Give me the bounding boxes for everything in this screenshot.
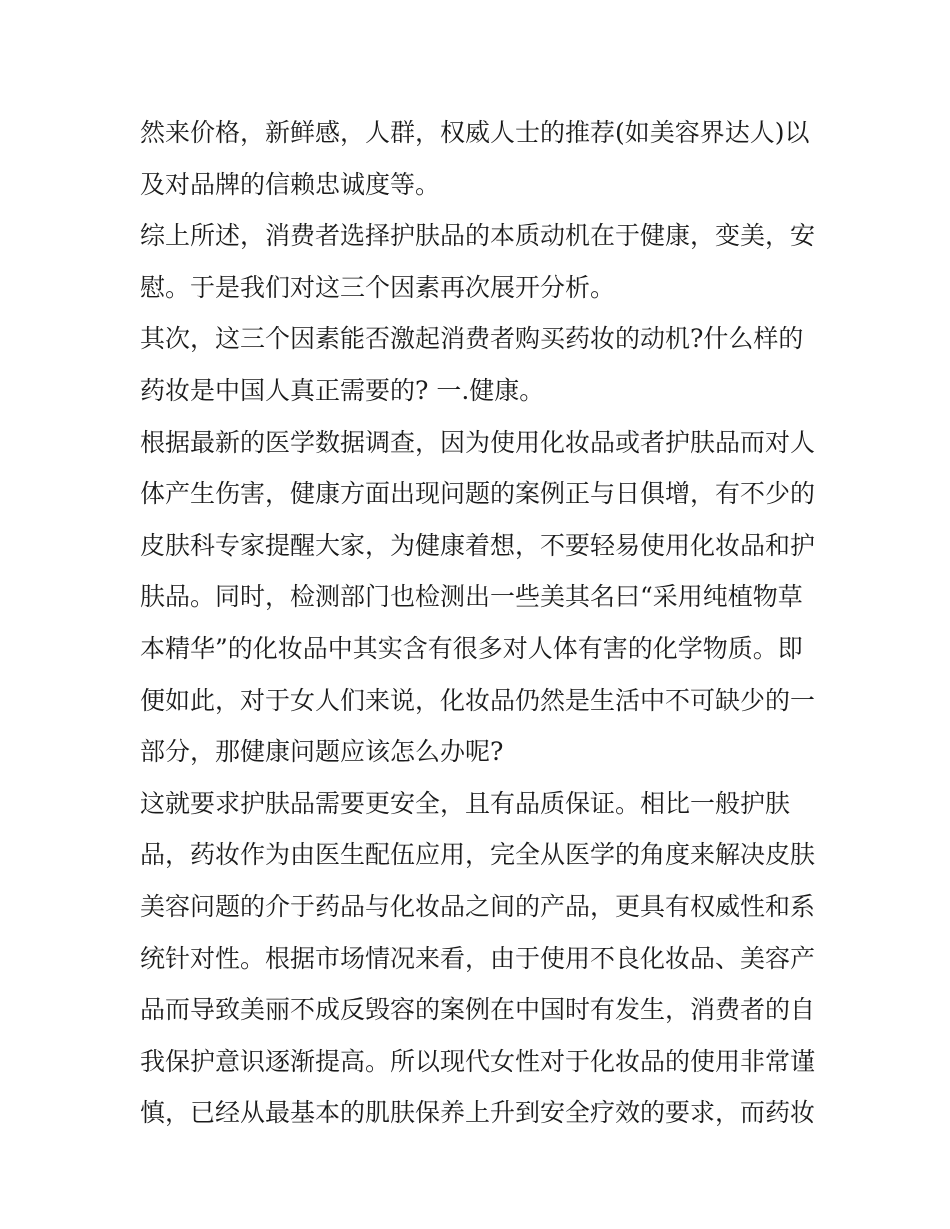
text-line: 我保护意识逐渐提高。所以现代女性对于化妆品的使用非常谨	[140, 1046, 816, 1076]
text-line: 统针对性。根据市场情况来看，由于使用不良化妆品、美容产	[140, 943, 816, 973]
text-line: 及对品牌的信赖忠诚度等。	[140, 169, 441, 199]
text-line: 便如此，对于女人们来说，化妆品仍然是生活中不可缺少的一	[140, 685, 816, 715]
text-line: 肤品。同时，检测部门也检测出一些美其名曰“采用纯植物草	[140, 582, 803, 612]
text-line: 部分，那健康问题应该怎么办呢?	[140, 737, 504, 767]
text-line: 药妆是中国人真正需要的? 一.健康。	[140, 375, 545, 405]
text-line: 其次，这三个因素能否激起消费者购买药妆的动机?什么样的	[140, 324, 804, 354]
text-line: 慰。于是我们对这三个因素再次展开分析。	[140, 272, 616, 302]
text-line: 本精华”的化妆品中其实含有很多对人体有害的化学物质。即	[140, 633, 803, 663]
text-line: 慎，已经从最基本的肌肤保养上升到安全疗效的要求，而药妆	[140, 1098, 816, 1128]
text-line: 综上所述，消费者选择护肤品的本质动机在于健康，变美，安	[140, 221, 816, 251]
text-line: 然来价格，新鲜感，人群，权威人士的推荐(如美容界达人)以	[140, 118, 810, 147]
text-line: 根据最新的医学数据调查，因为使用化妆品或者护肤品而对人	[140, 427, 816, 457]
body-text	[140, 107, 820, 1139]
text-line: 美容问题的介于药品与化妆品之间的产品，更具有权威性和系	[140, 891, 816, 921]
text-line: 品，药妆作为由医生配伍应用，完全从医学的角度来解决皮肤	[140, 840, 816, 870]
text-line: 品而导致美丽不成反毁容的案例在中国时有发生，消费者的自	[140, 995, 816, 1025]
text-line: 体产生伤害，健康方面出现问题的案例正与日俱增，有不少的	[140, 479, 816, 509]
text-line: 皮肤科专家提醒大家，为健康着想，不要轻易使用化妆品和护	[140, 530, 816, 560]
text-line: 这就要求护肤品需要更安全，且有品质保证。相比一般护肤	[140, 788, 791, 818]
